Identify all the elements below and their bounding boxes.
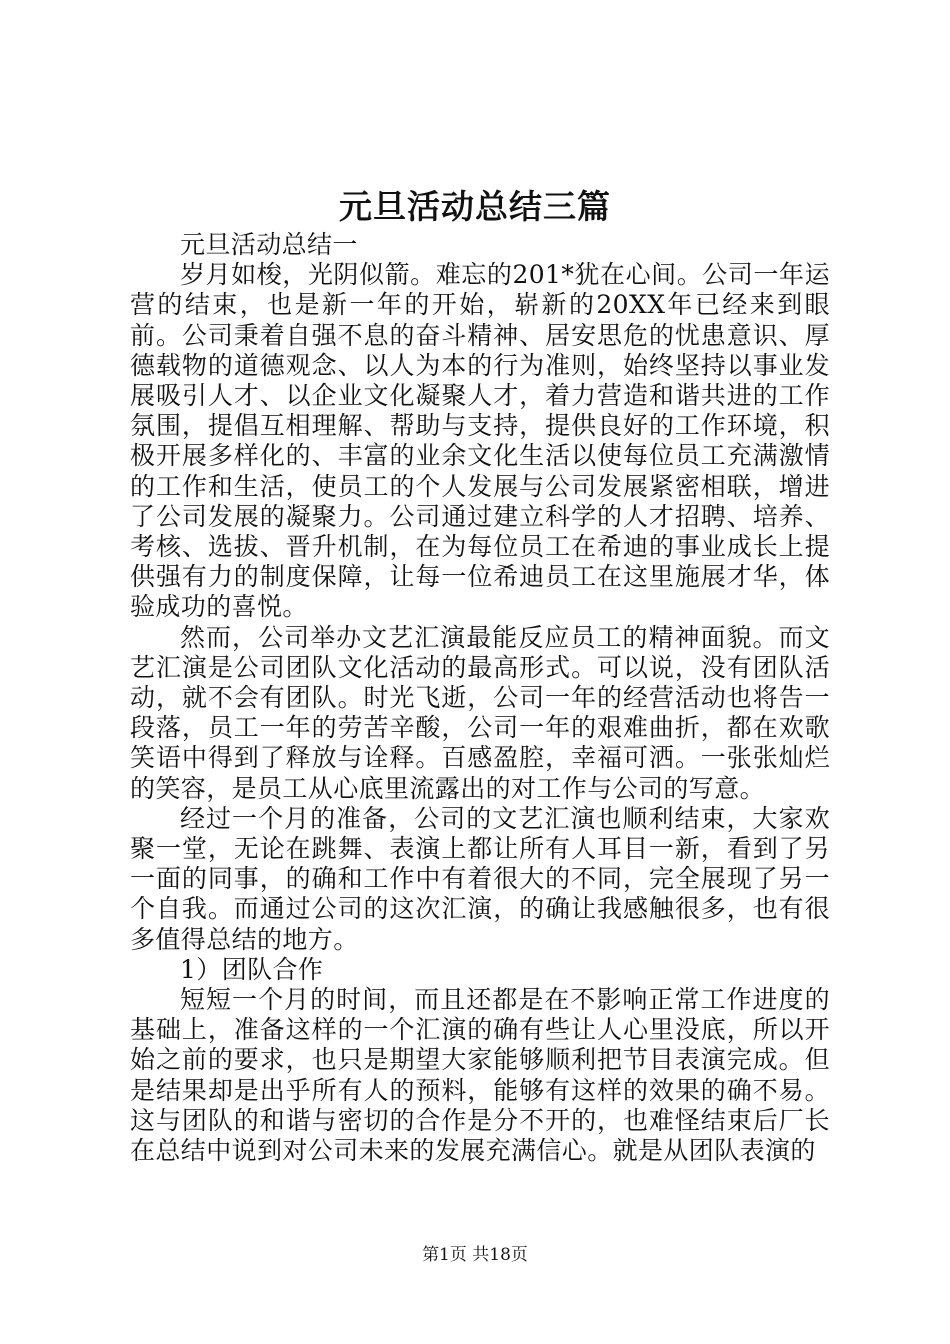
document-body bbox=[130, 230, 830, 1166]
page-footer: 第1页 共18页 bbox=[422, 1245, 528, 1265]
paragraph: 然而，公司举办文艺汇演最能反应员工的精神面貌。而文艺汇演是公司团队文化活动的最高形式。可以说，没有团队活动，就不会有团队。时光飞逝，公司一年的经营活动也将告一段落，员工一年的劳苦辛酸，公司一年的艰难曲折，都在欢歌笑语中得到了释放与诠释。百感盈腔，幸福可洒。一张张灿烂的笑容，是员工从心底里流露出的对工作与公司的写意。 bbox=[130, 622, 830, 803]
paragraph: 经过一个月的准备，公司的文艺汇演也顺利结束，大家欢聚一堂，无论在跳舞、表演上都让所有人耳目一新，看到了另一面的同事，的确和工作中有着很大的不同，完全展现了另一个自我。而通过公司的这次汇演，的确让我感触很多，也有很多值得总结的地方。 bbox=[130, 803, 830, 954]
document-title: 元旦活动总结三篇 bbox=[339, 187, 611, 226]
section-heading: 元旦活动总结一 bbox=[180, 230, 358, 259]
subsection-heading: 1）团队合作 bbox=[180, 954, 324, 984]
paragraph: 短短一个月的时间，而且还都是在不影响正常工作进度的基础上，准备这样的一个汇演的确有些让人心里没底，所以开始之前的要求，也只是期望大家能够顺利把节目表演完成。但是结果却是出乎所有人的预料，能够有这样的效果的确不易。这与团队的和谐与密切的合作是分不开的，也难怪结束后厂长在总结中说到对公司未来的发展充满信心。就是从团队表演的 bbox=[130, 985, 830, 1166]
paragraph: 岁月如梭，光阴似箭。难忘的201*犹在心间。公司一年运营的结束，也是新一年的开始，崭新的20XX年已经来到眼前。公司秉着自强不息的奋斗精神、居安思危的忧患意识、厚德载物的道德观念、以人为本的行为准则，始终坚持以事业发展吸引人才、以企业文化凝聚人才，着力营造和谐共进的工作氛围，提倡互相理解、帮助与支持，提供良好的工作环境，积极开展多样化的、丰富的业余文化生活以使每位员工充满激情的工作和生活，使员工的个人发展与公司发展紧密相联，增进了公司发展的凝聚力。公司通过建立科学的人才招聘、培养、考核、选拔、晋升机制，在为每位员工在希迪的事业成长上提供强有力的制度保障，让每一位希迪员工在这里施展才华，体验成功的喜悦。 bbox=[130, 260, 830, 622]
